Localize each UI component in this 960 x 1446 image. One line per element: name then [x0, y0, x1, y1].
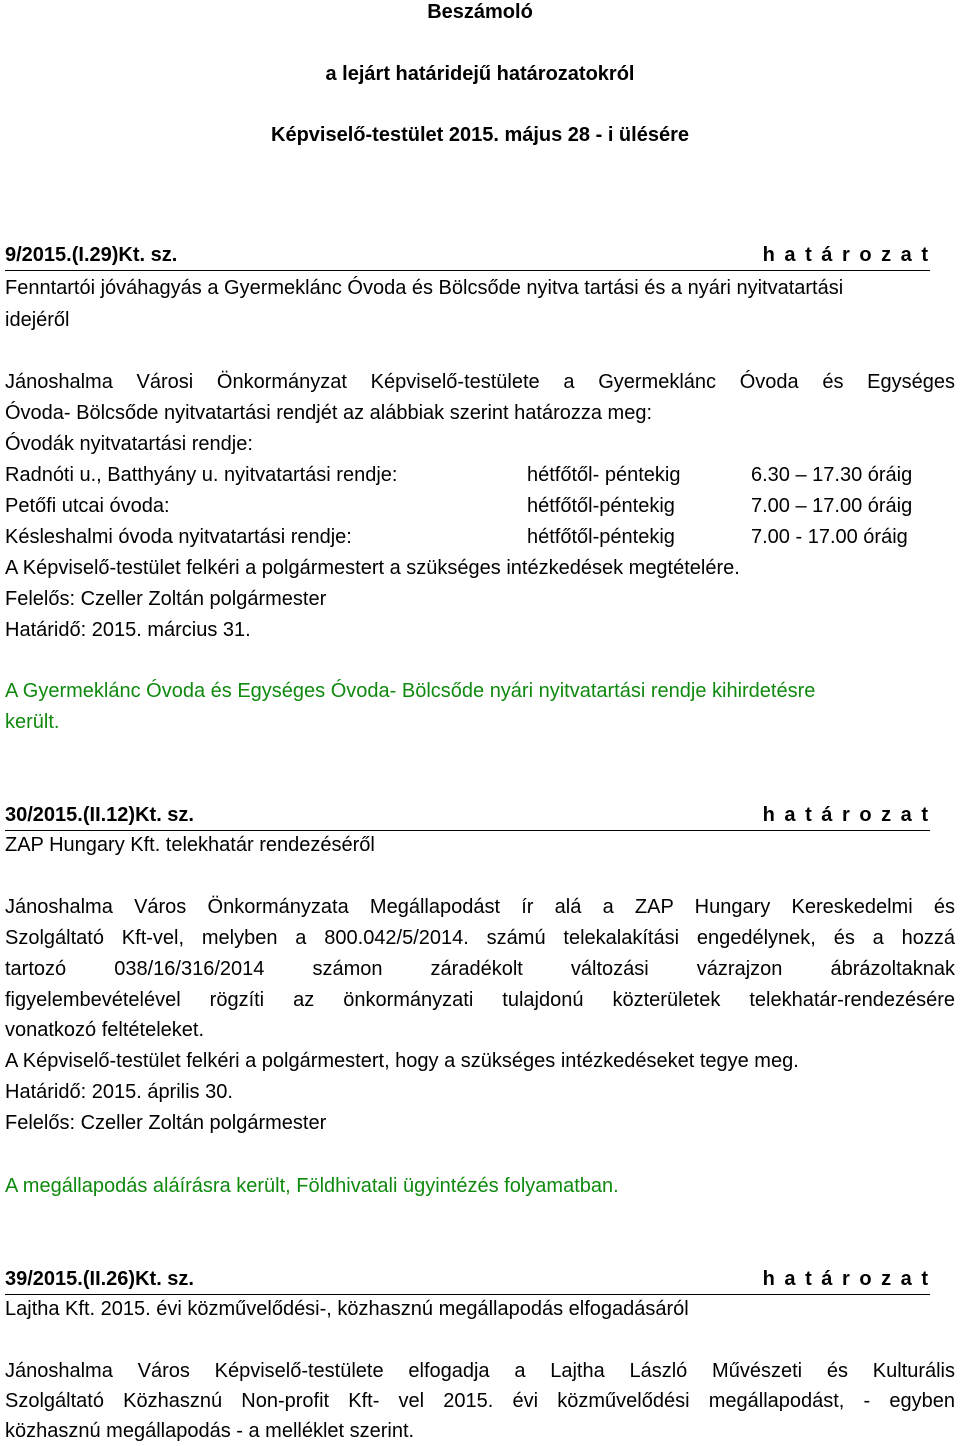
resolution-label: h a t á r o z a t	[762, 244, 930, 266]
resolution-heading	[5, 240, 930, 271]
resolution-status-line: A Gyermeklánc Óvoda és Egységes Óvoda- Bölcsőde nyári nyitvatartási rendje kihirdetésre	[5, 680, 816, 702]
schedule-hours: 7.00 – 17.00 óráig	[751, 495, 913, 517]
resolution-body-line: Jánoshalma Város Képviselő-testülete elfogadja a Lajtha László Művészeti és Kulturális	[5, 1360, 955, 1382]
resolution-status-line: került.	[5, 711, 60, 733]
resolution-closing-line: A Képviselő-testület felkéri a polgármestert a szükséges intézkedések megtételére.	[5, 557, 740, 579]
resolution-responsible: Felelős: Czeller Zoltán polgármester	[5, 1112, 327, 1134]
schedule-days: hétfőtől-péntekig	[527, 526, 675, 548]
resolution-heading	[5, 1264, 930, 1295]
document-title: Beszámoló	[427, 1, 533, 23]
resolution-title-line: Lajtha Kft. 2015. évi közművelődési-, közhasznú megállapodás elfogadásáról	[5, 1298, 689, 1320]
resolution-heading	[5, 800, 930, 831]
resolution-body-line: Jánoshalma Város Önkormányzata Megállapodást ír alá a ZAP Hungary Kereskedelmi és	[5, 896, 955, 918]
schedule-days: hétfőtől-péntekig	[527, 495, 675, 517]
resolution-body-line: Óvodák nyitvatartási rendje:	[5, 433, 253, 455]
resolution-body-line: Szolgáltató Kft-vel, melyben a 800.042/5/2014. számú telekalakítási engedélynek, és a hozzá	[5, 927, 955, 949]
resolution-label: h a t á r o z a t	[762, 804, 930, 826]
resolution-body-line: Jánoshalma Városi Önkormányzat Képviselő-testülete a Gyermeklánc Óvoda és Egységes	[5, 371, 955, 393]
resolution-deadline: Határidő: 2015. március 31.	[5, 619, 251, 641]
resolution-title-line: Fenntartói jóváhagyás a Gyermeklánc Óvoda és Bölcsőde nyitva tartási és a nyári nyitvatartási	[5, 277, 844, 299]
resolution-title-line: ZAP Hungary Kft. telekhatár rendezéséről	[5, 834, 375, 856]
schedule-hours: 7.00 - 17.00 óráig	[751, 526, 908, 548]
resolution-body-line: vonatkozó feltételeket.	[5, 1019, 205, 1041]
resolution-label: h a t á r o z a t	[762, 1268, 930, 1290]
resolution-body-line: figyelembevételével rögzíti az önkormányzati tulajdonú közterületek telekhatár-rendezésére	[5, 989, 955, 1011]
schedule-place: Petőfi utcai óvoda:	[5, 495, 170, 517]
schedule-row	[5, 460, 955, 490]
resolution-status-line: A megállapodás aláírásra került, Földhivatali ügyintézés folyamatban.	[5, 1175, 619, 1197]
meeting-line: Képviselő-testület 2015. május 28 - i ülésére	[271, 124, 689, 146]
schedule-place: Késleshalmi óvoda nyitvatartási rendje:	[5, 526, 352, 548]
schedule-hours: 6.30 – 17.30 óráig	[751, 464, 913, 486]
resolution-body-line: közhasznú megállapodás - a melléklet szerint.	[5, 1420, 415, 1442]
schedule-place: Radnóti u., Batthyány u. nyitvatartási rendje:	[5, 464, 398, 486]
resolution-deadline: Határidő: 2015. április 30.	[5, 1081, 233, 1103]
resolution-body-line: tartozó 038/16/316/2014 számon záradékolt változási vázrajzon ábrázoltaknak	[5, 958, 955, 980]
resolution-number: 39/2015.(II.26)Kt. sz.	[5, 1268, 194, 1290]
resolution-number: 9/2015.(I.29)Kt. sz.	[5, 244, 178, 266]
resolution-closing-line: A Képviselő-testület felkéri a polgármestert, hogy a szükséges intézkedéseket tegye meg.	[5, 1050, 799, 1072]
resolution-body-line: Óvoda- Bölcsőde nyitvatartási rendjét az alábbiak szerint határozza meg:	[5, 402, 653, 424]
schedule-row	[5, 522, 955, 552]
document-subtitle: a lejárt határidejű határozatokról	[325, 63, 635, 85]
resolution-number: 30/2015.(II.12)Kt. sz.	[5, 804, 194, 826]
resolution-body-line: Szolgáltató Közhasznú Non-profit Kft- vel 2015. évi közművelődési megállapodást, - egyben	[5, 1390, 955, 1412]
resolution-title-line: idejéről	[5, 309, 70, 331]
schedule-row	[5, 491, 955, 521]
schedule-days: hétfőtől- péntekig	[527, 464, 681, 486]
resolution-responsible: Felelős: Czeller Zoltán polgármester	[5, 588, 327, 610]
